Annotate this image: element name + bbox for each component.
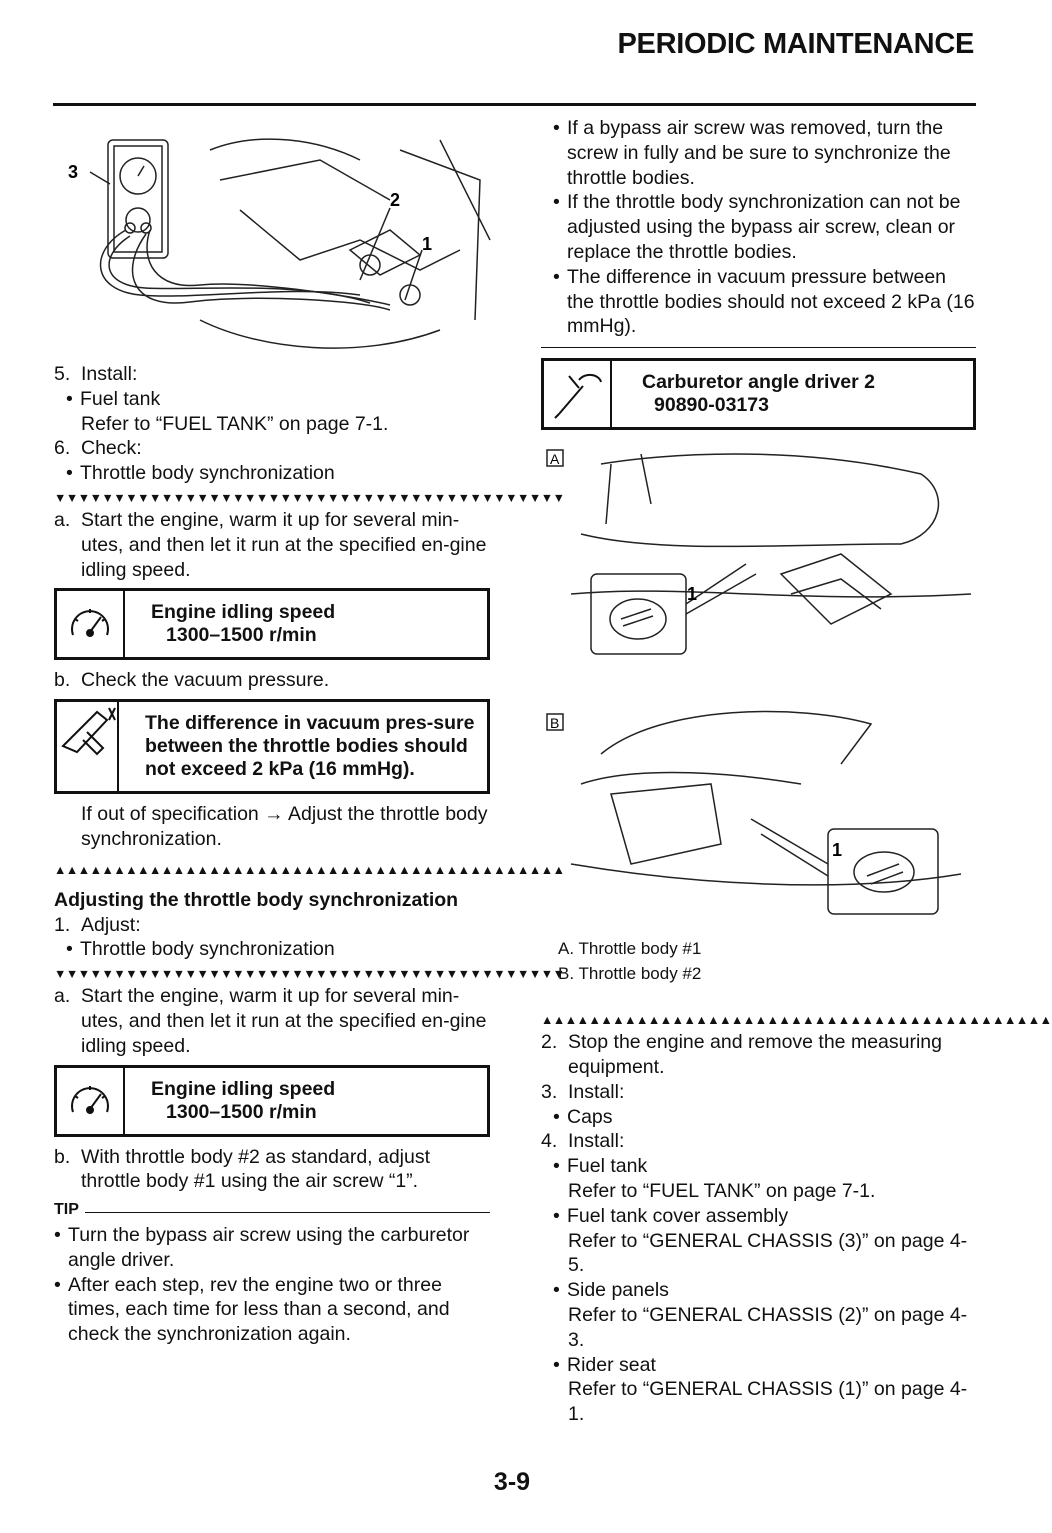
triangle-rule-up-2: ▲▲▲▲▲▲▲▲▲▲▲▲▲▲▲▲▲▲▲▲▲▲▲▲▲▲▲▲▲▲▲▲▲▲▲▲▲▲▲▲▲▲▲: [541, 1013, 1052, 1028]
substep-a: a. Start the engine, warm it up for several min-utes, and then let it run at the specified en-gine idling speed.: [54, 508, 487, 581]
ref-2: Refer to “GENERAL CHASSIS (3)” on page 4-5.: [568, 1229, 968, 1277]
caliper-icon: [57, 702, 119, 791]
caption-b: B. Throttle body #2: [558, 964, 702, 984]
tool-number: 90890-03173: [654, 394, 769, 417]
idle-speed-title: Engine idling speed: [151, 601, 336, 624]
item-caps: • Caps: [541, 1105, 976, 1130]
callout-1a: 1: [687, 584, 698, 605]
figure-a-label: A: [550, 451, 560, 468]
substep-a-2: a. Start the engine, warm it up for several min-utes, and then let it run at the specified en-gine idling speed.: [54, 985, 487, 1057]
callout-2: 2: [390, 190, 401, 210]
item-rider-seat: • Rider seat: [541, 1353, 976, 1378]
page-title: PERIODIC MAINTENANCE: [617, 28, 974, 60]
gauge-illustration: [60, 120, 490, 360]
substep-b-2: b. With throttle body #2 as standard, adjust throttle body #1 using the air screw “1”.: [54, 1145, 431, 1193]
idle-speed-box: [54, 588, 490, 660]
tip-item-2: • After each step, rev the engine two or three times, each time for less than a second, and check the synchronization again.: [54, 1273, 490, 1347]
note-1: • If a bypass air screw was removed, turn the screw in fully and be sure to synchronize the throttle bodies.: [541, 116, 976, 190]
note-3: • The difference in vacuum pressure between the throttle bodies should not exceed 2 kPa (16 mmHg).: [541, 265, 976, 339]
idle-speed-value: 1300–1500 r/min: [166, 1100, 317, 1123]
figure-b-label: B: [550, 715, 560, 732]
idle-speed-title: Engine idling speed: [151, 1077, 336, 1100]
right-column: [541, 116, 1052, 1427]
item-side-panels: • Side panels: [541, 1278, 976, 1303]
ref-3: Refer to “GENERAL CHASSIS (2)” on page 4-3.: [568, 1303, 968, 1351]
page-number: 3-9: [493, 1468, 531, 1496]
item-sync: • Throttle body synchronization: [54, 461, 490, 486]
divider: [541, 347, 976, 348]
step-1: 1. Adjust:: [54, 913, 141, 936]
step-2: 2. Stop the engine and remove the measuring equipment.: [541, 1031, 942, 1078]
caption-a: A. Throttle body #1: [558, 939, 702, 959]
tool-icon: [544, 361, 612, 427]
callout-3: 3: [68, 162, 79, 182]
item-cover: • Fuel tank cover assembly: [541, 1204, 976, 1229]
step-3: 3. Install:: [541, 1080, 625, 1103]
step-4: 4. Install:: [541, 1130, 625, 1153]
ref-fuel-tank: Refer to “FUEL TANK” on page 7-1.: [81, 412, 389, 435]
left-column: [54, 362, 565, 1347]
note-2: • If the throttle body synchronization can not be adjusted using the bypass air screw, clean or replace the throttle bodies.: [541, 190, 976, 264]
idle-speed-box-2: [54, 1065, 490, 1137]
step-6: 6. Check:: [54, 437, 142, 460]
section-heading: Adjusting the throttle body synchronization: [54, 888, 459, 911]
header-rule: [53, 103, 976, 106]
vacuum-spec-text: The difference in vacuum pres-sure between the throttle bodies should not exceed 2 kPa (16 mmHg).: [145, 712, 475, 781]
item-fuel-tank-r: • Fuel tank: [541, 1154, 976, 1179]
vacuum-spec-box: [54, 699, 490, 794]
ref-1: Refer to “FUEL TANK” on page 7-1.: [568, 1179, 876, 1202]
callout-1b: 1: [832, 840, 843, 861]
tip-heading: TIP: [54, 1198, 490, 1223]
substep-b: b. Check the vacuum pressure.: [54, 669, 330, 692]
callout-1: 1: [422, 234, 433, 254]
item-sync-2: • Throttle body synchronization: [54, 937, 490, 962]
step-5: 5. Install:: [54, 363, 138, 385]
gauge-icon: [57, 1068, 125, 1134]
ref-4: Refer to “GENERAL CHASSIS (1)” on page 4-1.: [568, 1378, 968, 1426]
tool-name: Carburetor angle driver 2: [642, 371, 875, 394]
triangle-rule-down-2: ▼▼▼▼▼▼▼▼▼▼▼▼▼▼▼▼▼▼▼▼▼▼▼▼▼▼▼▼▼▼▼▼▼▼▼▼▼▼▼▼▼▼▼: [54, 967, 565, 982]
out-of-spec: If out of specification → Adjust the throttle body synchronization.: [81, 803, 488, 850]
triangle-rule-up: ▲▲▲▲▲▲▲▲▲▲▲▲▲▲▲▲▲▲▲▲▲▲▲▲▲▲▲▲▲▲▲▲▲▲▲▲▲▲▲▲▲▲▲: [54, 862, 565, 877]
tool-box: [541, 358, 976, 430]
throttle-body-figures: [541, 444, 976, 944]
tip-item-1: • Turn the bypass air screw using the carburetor angle driver.: [54, 1223, 490, 1273]
gauge-icon: [57, 591, 125, 657]
item-fuel-tank: • Fuel tank: [54, 387, 490, 412]
idle-speed-value: 1300–1500 r/min: [166, 624, 317, 647]
triangle-rule-down: ▼▼▼▼▼▼▼▼▼▼▼▼▼▼▼▼▼▼▼▼▼▼▼▼▼▼▼▼▼▼▼▼▼▼▼▼▼▼▼▼▼▼▼: [54, 490, 565, 505]
